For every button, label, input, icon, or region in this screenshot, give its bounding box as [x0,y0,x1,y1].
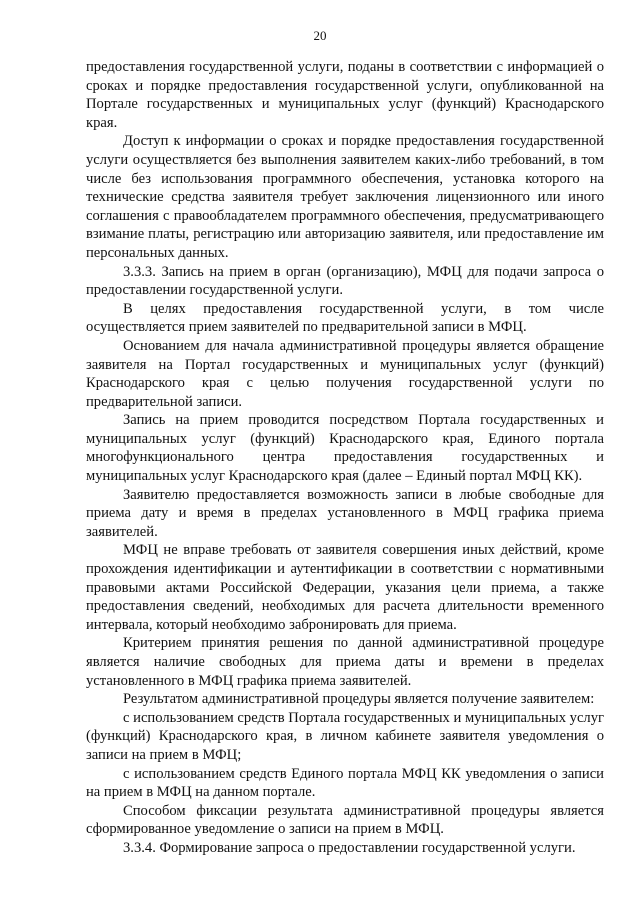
page-number: 20 [313,28,327,43]
paragraph-result: Результатом административной процедуры является получение заявителем: [123,691,595,708]
paragraph-basis: Основанием для начала административной процедуры является обращение заявителя на Портал государственных и муниципальных услуг (функций) Краснодарского края с целью получения государственной услуги по предварительной записи. [86,337,604,410]
paragraph-record-means: Запись на прием проводится посредством Портала государственных и муниципальных услуг (функций) Краснодарского края, Единого портала многофункционального центра предоставления государственных и муниципальных услуг Краснодарского края (далее – Единый портал МФЦ КК). [86,412,604,485]
document-body [86,58,604,858]
paragraph-mfc-restrictions: МФЦ не вправе требовать от заявителя совершения иных действий, кроме прохождения идентификации и аутентификации в соответствии с нормативными правовыми актами Российской Федерации, указания цели приема, а также предоставления сведений, необходимых для расчета длительности временного интервала, который необходимо забронировать для приема. [86,542,604,633]
list-item-portal-notification: с использованием средств Портала государственных и муниципальных услуг (функций) Краснодарского края, в личном кабинете заявителя уведомления о записи на прием в МФЦ; [86,709,604,763]
section-heading-3-3-3: 3.3.3. Запись на прием в орган (организацию), МФЦ для подачи запроса о предоставлении государственной услуги. [86,263,604,299]
paragraph-info-access: Доступ к информации о сроках и порядке предоставления государственной услуги осуществляется без выполнения заявителем каких-либо требований, в том числе без использования программного обеспечения, установка которого на технические средства заявителя требует заключения лицензионного или иного соглашения с правообладателем программного обеспечения, предусматривающего взимание платы, регистрацию или авторизацию заявителя, или предоставление им персональных данных. [86,133,604,261]
paragraph-fixation: Способом фиксации результата административной процедуры является сформированное уведомление о записи на прием в МФЦ. [86,802,604,838]
section-heading-3-3-4: 3.3.4. Формирование запроса о предоставлении государственной услуги. [123,839,576,856]
paragraph-criterion: Критерием принятия решения по данной административной процедуре является наличие свободных для приема даты и времени в пределах установленного в МФЦ графика приема заявителей. [86,635,604,689]
paragraph-free-slots: Заявителю предоставляется возможность записи в любые свободные для приема дату и время в пределах установленного в МФЦ графика приема заявителей. [86,486,604,540]
paragraph-continuation: предоставления государственной услуги, поданы в соответствии с информацией о сроках и порядке предоставления государственной услуги, опубликованной на Портале государственных и муниципальных услуг (функций) Краснодарского края. [86,59,604,131]
paragraph-preliminary-record: В целях предоставления государственной услуги, в том числе осуществляется прием заявителей по предварительной записи в МФЦ. [86,300,604,336]
list-item-mfc-portal-notification: с использованием средств Единого портала МФЦ КК уведомления о записи на прием в МФЦ на данном портале. [86,765,604,801]
